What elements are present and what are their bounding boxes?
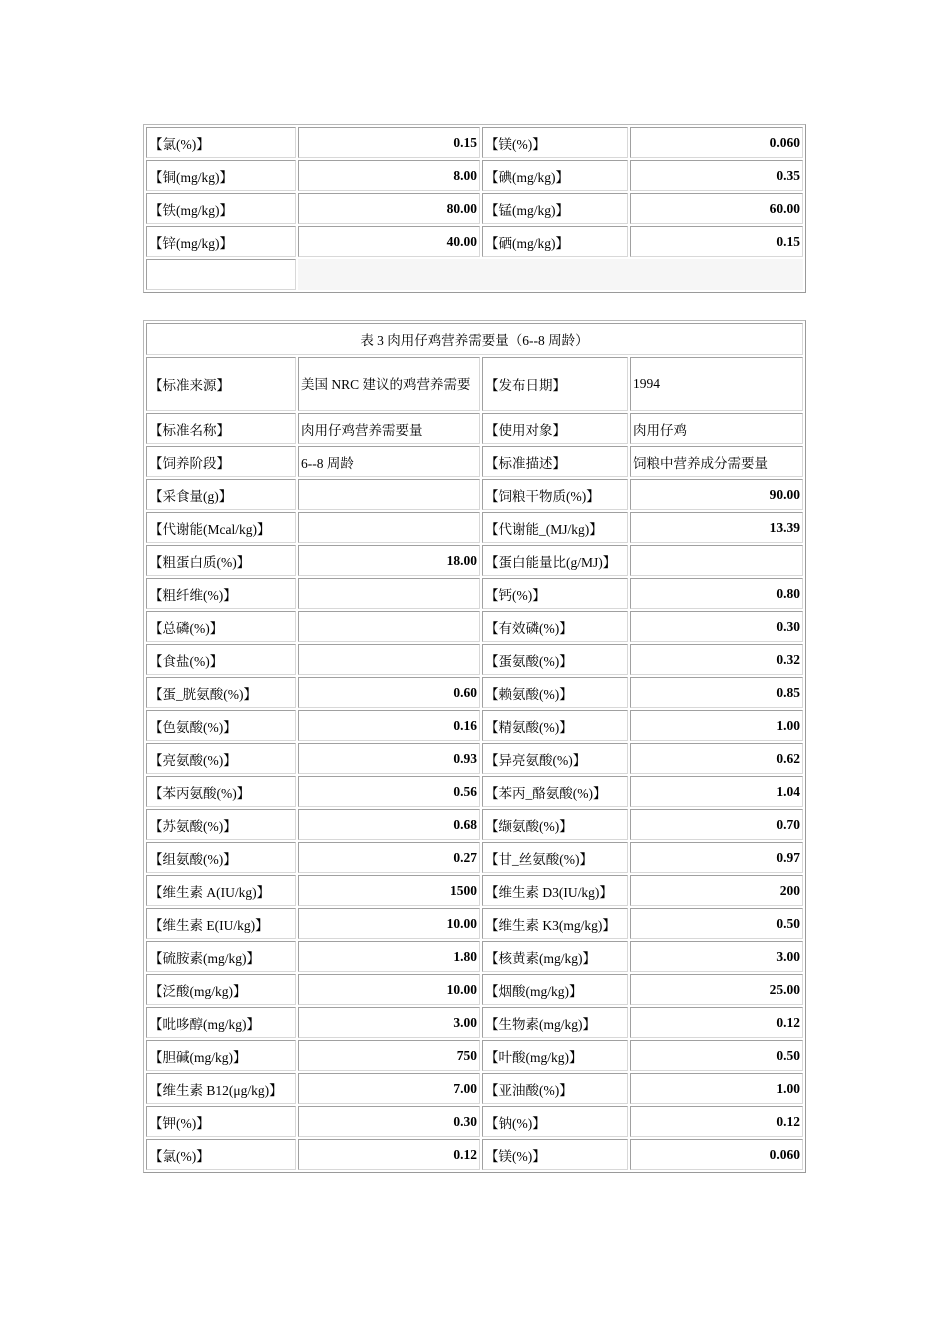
field-label: 【硒(mg/kg)】	[482, 226, 628, 257]
table-row	[146, 1007, 803, 1038]
field-value: 7.00	[298, 1073, 480, 1104]
field-value: 0.27	[298, 842, 480, 873]
field-value: 0.12	[630, 1106, 803, 1137]
field-value	[298, 512, 480, 543]
field-value: 0.30	[298, 1106, 480, 1137]
info-row	[146, 357, 803, 411]
field-value: 0.060	[630, 1139, 803, 1170]
field-value: 0.12	[298, 1139, 480, 1170]
field-label: 【维生素 K3(mg/kg)】	[482, 908, 628, 939]
field-label: 【代谢能_(MJ/kg)】	[482, 512, 628, 543]
field-value: 美国 NRC 建议的鸡营养需要	[298, 357, 480, 411]
field-value: 1.00	[630, 1073, 803, 1104]
field-label: 【赖氨酸(%)】	[482, 677, 628, 708]
empty-cell	[146, 259, 296, 290]
field-value: 3.00	[630, 941, 803, 972]
field-label: 【碘(mg/kg)】	[482, 160, 628, 191]
table-row	[146, 226, 803, 257]
table-row	[146, 479, 803, 510]
table-row	[146, 644, 803, 675]
field-value: 0.30	[630, 611, 803, 642]
field-value: 0.80	[630, 578, 803, 609]
field-label: 【吡哆醇(mg/kg)】	[146, 1007, 296, 1038]
table-a-body	[146, 127, 803, 290]
field-value: 0.62	[630, 743, 803, 774]
field-value: 1.04	[630, 776, 803, 807]
field-value: 750	[298, 1040, 480, 1071]
field-value: 0.35	[630, 160, 803, 191]
field-value: 0.12	[630, 1007, 803, 1038]
table-row	[146, 545, 803, 576]
table-row	[146, 776, 803, 807]
field-value: 1994	[630, 357, 803, 411]
field-value: 0.50	[630, 908, 803, 939]
field-label: 【胆碱(mg/kg)】	[146, 1040, 296, 1071]
field-label: 【烟酸(mg/kg)】	[482, 974, 628, 1005]
minerals-table-continued	[143, 124, 806, 293]
field-value: 10.00	[298, 908, 480, 939]
field-label: 【代谢能(Mcal/kg)】	[146, 512, 296, 543]
table-row	[146, 710, 803, 741]
field-value: 0.56	[298, 776, 480, 807]
field-value: 3.00	[298, 1007, 480, 1038]
field-value: 8.00	[298, 160, 480, 191]
table-row	[146, 974, 803, 1005]
field-label: 【氯(%)】	[146, 1139, 296, 1170]
field-value: 0.16	[298, 710, 480, 741]
field-label: 【组氨酸(%)】	[146, 842, 296, 873]
field-label: 【生物素(mg/kg)】	[482, 1007, 628, 1038]
field-value: 0.32	[630, 644, 803, 675]
field-value	[298, 578, 480, 609]
field-value	[298, 479, 480, 510]
field-label: 【食盐(%)】	[146, 644, 296, 675]
field-label: 【钠(%)】	[482, 1106, 628, 1137]
field-label: 【钾(%)】	[146, 1106, 296, 1137]
table-row	[146, 193, 803, 224]
field-value: 0.60	[298, 677, 480, 708]
field-label: 【苯丙氨酸(%)】	[146, 776, 296, 807]
field-label: 【粗纤维(%)】	[146, 578, 296, 609]
field-value: 肉用仔鸡营养需要量	[298, 413, 480, 444]
field-label: 【铜(mg/kg)】	[146, 160, 296, 191]
table-row	[146, 1106, 803, 1137]
field-label: 【维生素 B12(μg/kg)】	[146, 1073, 296, 1104]
field-value: 200	[630, 875, 803, 906]
field-label: 【维生素 E(IU/kg)】	[146, 908, 296, 939]
table-row	[146, 941, 803, 972]
table-row	[146, 512, 803, 543]
field-value: 0.15	[298, 127, 480, 158]
field-label: 【缬氨酸(%)】	[482, 809, 628, 840]
field-value: 0.060	[630, 127, 803, 158]
field-label: 【异亮氨酸(%)】	[482, 743, 628, 774]
field-label: 【精氨酸(%)】	[482, 710, 628, 741]
field-label: 【亮氨酸(%)】	[146, 743, 296, 774]
field-value: 1.00	[630, 710, 803, 741]
field-value: 0.68	[298, 809, 480, 840]
empty-cell	[298, 259, 803, 290]
field-label: 【叶酸(mg/kg)】	[482, 1040, 628, 1071]
field-value: 肉用仔鸡	[630, 413, 803, 444]
table-row	[146, 809, 803, 840]
table-row	[146, 743, 803, 774]
field-label: 【标准名称】	[146, 413, 296, 444]
table-row	[146, 842, 803, 873]
table-caption-row	[146, 323, 803, 355]
field-value: 0.15	[630, 226, 803, 257]
field-value: 0.93	[298, 743, 480, 774]
field-label: 【标准描述】	[482, 446, 628, 477]
field-value	[630, 545, 803, 576]
field-label: 【钙(%)】	[482, 578, 628, 609]
field-value: 1.80	[298, 941, 480, 972]
field-label: 【锰(mg/kg)】	[482, 193, 628, 224]
field-value: 0.97	[630, 842, 803, 873]
table-row	[146, 1139, 803, 1170]
table-caption: 表 3 肉用仔鸡营养需要量（6--8 周龄）	[146, 323, 803, 355]
field-label: 【苏氨酸(%)】	[146, 809, 296, 840]
field-value: 6--8 周龄	[298, 446, 480, 477]
field-value: 18.00	[298, 545, 480, 576]
field-value	[298, 611, 480, 642]
table-row	[146, 611, 803, 642]
field-value: 80.00	[298, 193, 480, 224]
field-label: 【蛋白能量比(g/MJ)】	[482, 545, 628, 576]
info-row	[146, 413, 803, 444]
table-row	[146, 1073, 803, 1104]
info-row	[146, 446, 803, 477]
field-label: 【采食量(g)】	[146, 479, 296, 510]
field-value: 13.39	[630, 512, 803, 543]
field-value: 90.00	[630, 479, 803, 510]
field-label: 【泛酸(mg/kg)】	[146, 974, 296, 1005]
field-label: 【使用对象】	[482, 413, 628, 444]
field-label: 【蛋_胱氨酸(%)】	[146, 677, 296, 708]
field-label: 【苯丙_酪氨酸(%)】	[482, 776, 628, 807]
field-value: 0.85	[630, 677, 803, 708]
field-label: 【有效磷(%)】	[482, 611, 628, 642]
field-label: 【维生素 A(IU/kg)】	[146, 875, 296, 906]
table-b-body	[146, 323, 803, 1170]
table-row	[146, 908, 803, 939]
field-label: 【硫胺素(mg/kg)】	[146, 941, 296, 972]
table-row	[146, 1040, 803, 1071]
field-value: 40.00	[298, 226, 480, 257]
field-value	[298, 644, 480, 675]
table-row	[146, 875, 803, 906]
field-label: 【亚油酸(%)】	[482, 1073, 628, 1104]
field-label: 【核黄素(mg/kg)】	[482, 941, 628, 972]
field-label: 【蛋氨酸(%)】	[482, 644, 628, 675]
field-label: 【饲粮干物质(%)】	[482, 479, 628, 510]
field-label: 【总磷(%)】	[146, 611, 296, 642]
field-label: 【铁(mg/kg)】	[146, 193, 296, 224]
table-row	[146, 127, 803, 158]
field-value: 1500	[298, 875, 480, 906]
table-row	[146, 677, 803, 708]
field-label: 【粗蛋白质(%)】	[146, 545, 296, 576]
table-row-empty	[146, 259, 803, 290]
field-value: 0.70	[630, 809, 803, 840]
field-value: 10.00	[298, 974, 480, 1005]
table-row	[146, 578, 803, 609]
field-value: 60.00	[630, 193, 803, 224]
nutrition-requirements-table	[143, 320, 806, 1173]
field-label: 【镁(%)】	[482, 1139, 628, 1170]
field-label: 【色氨酸(%)】	[146, 710, 296, 741]
field-label: 【饲养阶段】	[146, 446, 296, 477]
field-value: 饲粮中营养成分需要量	[630, 446, 803, 477]
field-label: 【维生素 D3(IU/kg)】	[482, 875, 628, 906]
field-label: 【发布日期】	[482, 357, 628, 411]
field-label: 【镁(%)】	[482, 127, 628, 158]
field-label: 【标准来源】	[146, 357, 296, 411]
field-value: 0.50	[630, 1040, 803, 1071]
field-value: 25.00	[630, 974, 803, 1005]
field-label: 【甘_丝氨酸(%)】	[482, 842, 628, 873]
field-label: 【锌(mg/kg)】	[146, 226, 296, 257]
table-row	[146, 160, 803, 191]
field-label: 【氯(%)】	[146, 127, 296, 158]
